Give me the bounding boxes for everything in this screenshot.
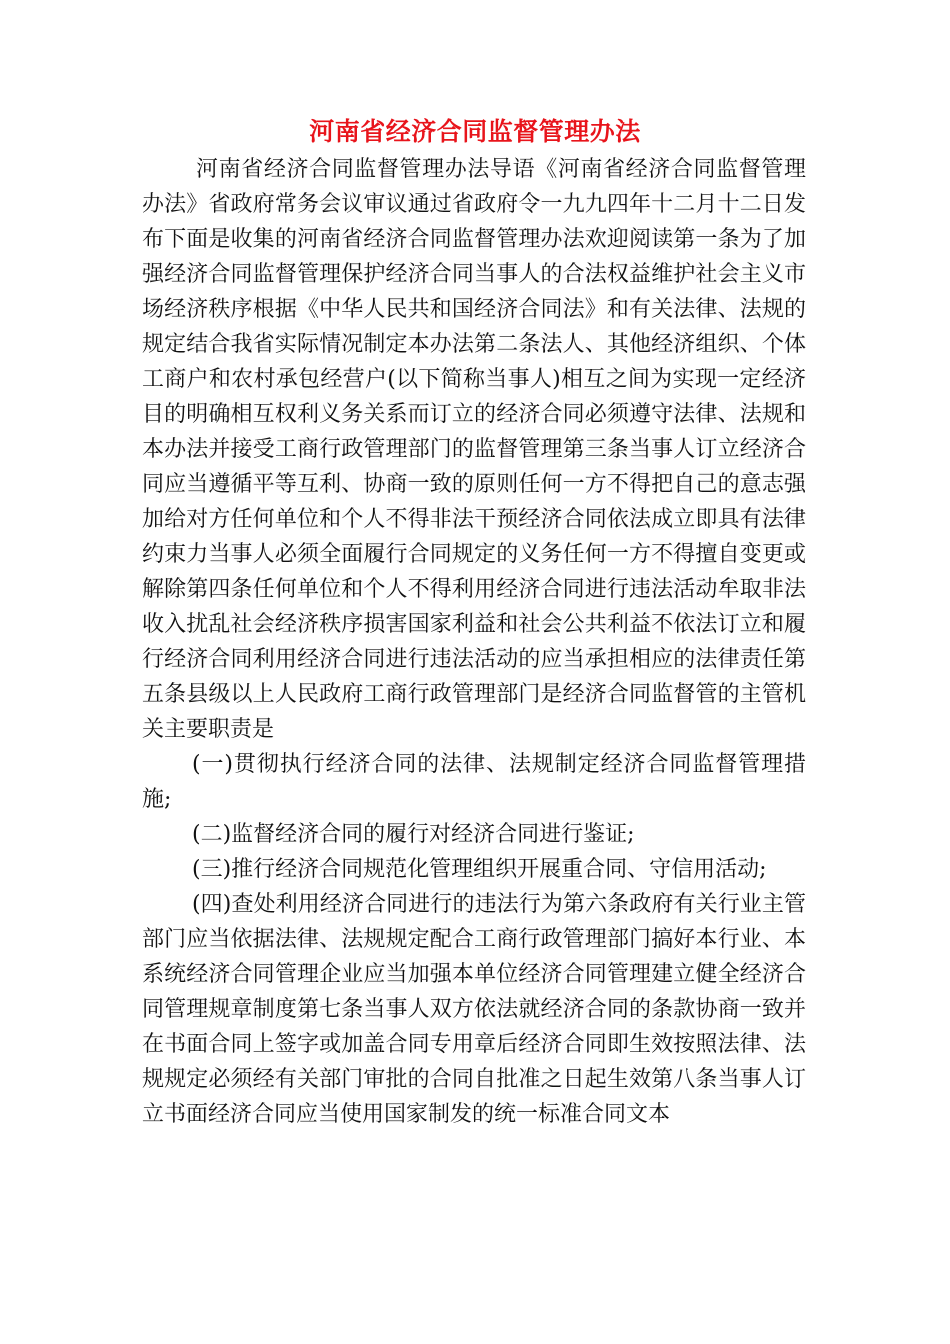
document-title: 河南省经济合同监督管理办法: [309, 117, 641, 146]
paragraph-item-1: (一)贯彻执行经济合同的法律、法规制定经济合同监督管理措施;: [142, 752, 806, 812]
paragraph-item-2: (二)监督经济合同的履行对经济合同进行鉴证;: [192, 822, 635, 847]
document-body: [142, 152, 806, 1132]
paragraph-intro: 河南省经济合同监督管理办法导语《河南省经济合同监督管理办法》省政府常务会议审议通过省政府令一九九四年十二月十二日发布下面是收集的河南省经济合同监督管理办法欢迎阅读第一条为了加强经济合同监督管理保护经济合同当事人的合法权益维护社会主义市场经济秩序根据《中华人民共和国经济合同法》和有关法律、法规的规定结合我省实际情况制定本办法第二条法人、其他经济组织、个体工商户和农村承包经营户(以下简称当事人)相互之间为实现一定经济目的明确相互权利义务关系而订立的经济合同必须遵守法律、法规和本办法并接受工商行政管理部门的监督管理第三条当事人订立经济合同应当遵循平等互利、协商一致的原则任何一方不得把自己的意志强加给对方任何单位和个人不得非法干预经济合同依法成立即具有法律约束力当事人必须全面履行合同规定的义务任何一方不得擅自变更或解除第四条任何单位和个人不得利用经济合同进行违法活动牟取非法收入扰乱社会经济秩序损害国家利益和社会公共利益不依法订立和履行经济合同利用经济合同进行违法活动的应当承担相应的法律责任第五条县级以上人民政府工商行政管理部门是经济合同监督管的主管机关主要职责是: [142, 157, 806, 742]
paragraph-item-4: (四)查处利用经济合同进行的违法行为第六条政府有关行业主管部门应当依据法律、法规规定配合工商行政管理部门搞好本行业、本系统经济合同管理企业应当加强本单位经济合同管理建立健全经济合同管理规章制度第七条当事人双方依法就经济合同的条款协商一致并在书面合同上签字或加盖合同专用章后经济合同即生效按照法律、法规规定必须经有关部门审批的合同自批准之日起生效第八条当事人订立书面经济合同应当使用国家制发的统一标准合同文本: [142, 892, 806, 1127]
paragraph-item-3: (三)推行经济合同规范化管理组织开展重合同、守信用活动;: [192, 857, 767, 882]
